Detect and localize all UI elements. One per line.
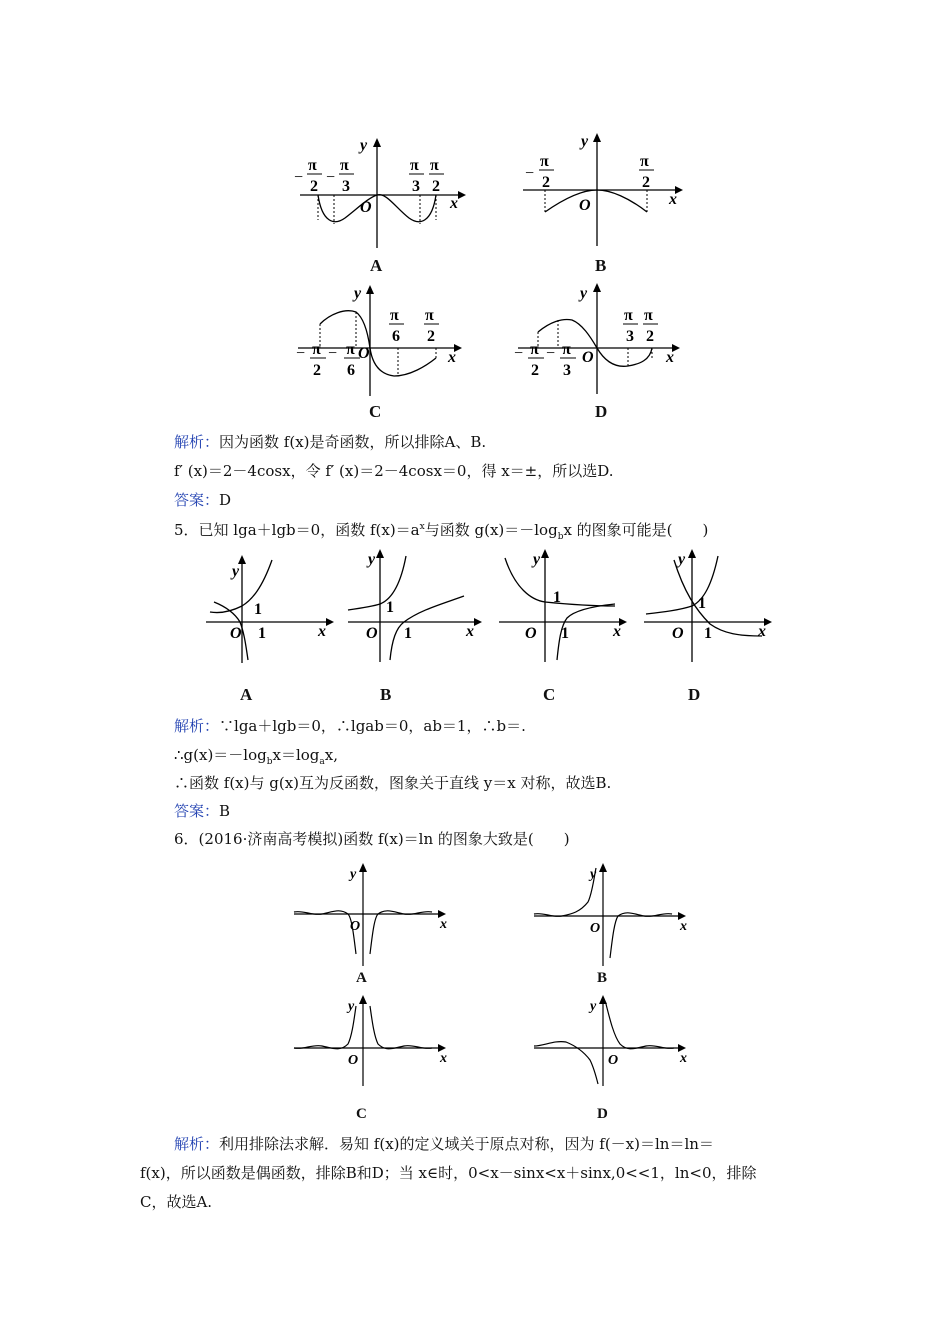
q4b-o: O bbox=[579, 197, 591, 214]
q5a-o: O bbox=[230, 625, 242, 642]
q5-stem-sup: x bbox=[419, 522, 425, 532]
q4d-o: O bbox=[582, 349, 594, 366]
q4-answer-value: D bbox=[219, 491, 232, 509]
q5-analysis-text1: ∵lga＋lgb＝0，∴lgab＝0，ab＝1，∴b＝. bbox=[219, 717, 526, 735]
q5-analysis-2b: x＝log bbox=[272, 746, 320, 764]
q4d-t1: 3 bbox=[626, 328, 634, 345]
q6c-y: y bbox=[348, 999, 355, 1014]
q5b-o: O bbox=[366, 625, 378, 642]
q5-analysis-2a: ∴g(x)＝－log bbox=[174, 746, 267, 764]
q5-analysis-2c: x, bbox=[324, 746, 339, 764]
q4a-t1: π bbox=[308, 157, 317, 174]
q6c-o: O bbox=[348, 1053, 359, 1068]
q4-caption-c: C bbox=[369, 402, 382, 421]
q4-caption-b: B bbox=[595, 256, 607, 275]
q6-caption-b: B bbox=[597, 970, 608, 986]
q4a-t8: π bbox=[430, 157, 439, 174]
q4a-t6: π bbox=[410, 157, 419, 174]
q4d-t4: − bbox=[514, 345, 524, 362]
q6b-o: O bbox=[590, 921, 601, 936]
q4-graph-d bbox=[510, 276, 695, 400]
q5-caption-b: B bbox=[380, 685, 392, 704]
q4a-t2: 2 bbox=[310, 178, 318, 195]
q4c-t0: π bbox=[390, 307, 399, 324]
q5-stem-b: 与函数 g(x)＝－log bbox=[424, 521, 558, 539]
q6c-x: x bbox=[440, 1051, 447, 1066]
q6-analysis-line3: C，故选A. bbox=[140, 1193, 213, 1211]
q4d-t6: 2 bbox=[531, 362, 539, 379]
q4d-t5: π bbox=[530, 341, 539, 358]
q4d-t7: − bbox=[546, 345, 556, 362]
q5b-1x: 1 bbox=[404, 625, 412, 642]
q5-stem-c: x 的图象可能是( ) bbox=[563, 521, 709, 539]
q5d-1y: 1 bbox=[698, 595, 706, 612]
q6d-y: y bbox=[590, 999, 597, 1014]
q4d-x: x bbox=[666, 349, 674, 366]
q5-caption-a: A bbox=[240, 685, 253, 704]
q5a-y: y bbox=[232, 563, 240, 580]
q4b-t1: π bbox=[540, 153, 549, 170]
q5-analysis-line1 bbox=[174, 716, 526, 736]
q6b-x: x bbox=[680, 919, 687, 934]
q5b-1y: 1 bbox=[386, 599, 394, 616]
q6-graph-a bbox=[290, 858, 460, 968]
q6-caption-a: A bbox=[356, 970, 367, 986]
q4-caption-a: A bbox=[370, 256, 383, 275]
q6-graph-d bbox=[530, 990, 700, 1090]
q5d-1x: 1 bbox=[704, 625, 712, 642]
q6-graph-c bbox=[290, 990, 460, 1090]
q4a-t3: − bbox=[326, 169, 336, 186]
q4a-t7: 3 bbox=[412, 178, 420, 195]
q4b-x: x bbox=[669, 191, 677, 208]
q4c-y: y bbox=[354, 285, 362, 302]
q4c-t1: 6 bbox=[392, 328, 400, 345]
q5c-1x: 1 bbox=[561, 625, 569, 642]
q4b-t0: − bbox=[525, 165, 535, 182]
q5-analysis-2-sub: b bbox=[266, 757, 273, 767]
q5-stem-sub: b bbox=[557, 532, 564, 542]
q4a-t5: 3 bbox=[342, 178, 350, 195]
q6-analysis-label: 解析： bbox=[174, 1135, 220, 1153]
q5d-x: x bbox=[758, 623, 766, 640]
q5c-x: x bbox=[613, 623, 621, 640]
q4-analysis-label: 解析： bbox=[174, 433, 220, 451]
q5-answer-value: B bbox=[219, 802, 231, 820]
q4d-y: y bbox=[580, 285, 588, 302]
q5a-x: x bbox=[318, 623, 326, 640]
q5-analysis-2-sub2: a bbox=[319, 757, 325, 767]
q4-analysis-line2: f′ (x)＝2－4cosx，令 f′ (x)＝2－4cosx＝0，得 x＝±，所以选D. bbox=[174, 462, 614, 480]
q6a-x: x bbox=[440, 917, 447, 932]
q4c-t2: π bbox=[425, 307, 434, 324]
q5-analysis-label: 解析： bbox=[174, 717, 220, 735]
q4b-t2: 2 bbox=[542, 174, 550, 191]
q6a-y: y bbox=[350, 867, 357, 882]
q4a-t0: − bbox=[294, 169, 304, 186]
q4d-t3: 2 bbox=[646, 328, 654, 345]
q5a-1y: 1 bbox=[254, 601, 262, 618]
q4-analysis-line1 bbox=[174, 432, 486, 452]
q6d-x: x bbox=[680, 1051, 687, 1066]
q5a-1x: 1 bbox=[258, 625, 266, 642]
q4-graph-c bbox=[290, 278, 480, 400]
q4-graph-a bbox=[290, 130, 480, 255]
q5-answer-label: 答案： bbox=[174, 802, 220, 820]
q5b-x: x bbox=[466, 623, 474, 640]
q5-graph-c bbox=[495, 540, 635, 665]
q5c-y: y bbox=[533, 551, 541, 568]
q4-answer-label: 答案： bbox=[174, 491, 220, 509]
q4b-t4: 2 bbox=[642, 174, 650, 191]
q4c-t5: π bbox=[312, 341, 321, 358]
q4d-t8: π bbox=[562, 341, 571, 358]
q4d-t9: 3 bbox=[563, 362, 571, 379]
q6a-o: O bbox=[350, 919, 361, 934]
q4-analysis-text1: 因为函数 f(x)是奇函数，所以排除A、B. bbox=[219, 433, 487, 451]
q4a-y: y bbox=[360, 137, 368, 154]
q5c-1y: 1 bbox=[553, 589, 561, 606]
q5-caption-d: D bbox=[688, 685, 701, 704]
q6-stem: 6．(2016·济南高考模拟)函数 f(x)＝ln 的图象大致是( ) bbox=[174, 830, 570, 848]
q6b-y: y bbox=[590, 867, 597, 882]
q4b-t3: π bbox=[640, 153, 649, 170]
q4a-t4: π bbox=[340, 157, 349, 174]
q4a-t9: 2 bbox=[432, 178, 440, 195]
q4c-t6: 2 bbox=[313, 362, 321, 379]
q5d-y: y bbox=[678, 551, 686, 568]
q6-analysis-line2: f(x)，所以函数是偶函数，排除B和D；当 x∈时，0<x－sinx<x＋sinx,0<<1，ln<0，排除 bbox=[140, 1164, 757, 1182]
q4c-x: x bbox=[448, 349, 456, 366]
q4c-t7: − bbox=[328, 345, 338, 362]
q6-analysis-text1: 利用排除法求解．易知 f(x)的定义域关于原点对称，因为 f(－x)＝ln＝ln＝ bbox=[219, 1135, 714, 1153]
q4-graph-b bbox=[515, 128, 695, 253]
q4a-x: x bbox=[450, 195, 458, 212]
q5-analysis-line3: ∴函数 f(x)与 g(x)互为反函数，图象关于直线 y＝x 对称，故选B. bbox=[174, 774, 612, 792]
q5b-y: y bbox=[368, 551, 376, 568]
q5-answer-line bbox=[174, 801, 230, 821]
q6-caption-c: C bbox=[356, 1106, 367, 1122]
q4d-t2: π bbox=[644, 307, 653, 324]
q4c-t4: − bbox=[296, 345, 306, 362]
q6-caption-d: D bbox=[597, 1106, 608, 1122]
q4c-t8: π bbox=[346, 341, 355, 358]
q5-graph-b bbox=[342, 540, 487, 665]
q5-caption-c: C bbox=[543, 685, 556, 704]
q4c-o: O bbox=[358, 345, 370, 362]
q4c-t9: 6 bbox=[347, 362, 355, 379]
q5-stem-a: 5．已知 lga＋lgb＝0，函数 f(x)＝a bbox=[174, 521, 420, 539]
q4d-t0: π bbox=[624, 307, 633, 324]
q5-graph-d bbox=[640, 540, 780, 665]
q6-graph-b bbox=[530, 858, 700, 968]
q6-analysis-line1 bbox=[174, 1134, 714, 1154]
q5-analysis-line2 bbox=[174, 745, 338, 772]
q4-caption-d: D bbox=[595, 402, 608, 421]
q4c-t3: 2 bbox=[427, 328, 435, 345]
q5-graph-a bbox=[200, 548, 340, 668]
q4-answer-line bbox=[174, 490, 231, 510]
q4a-o: O bbox=[360, 199, 372, 216]
q6d-o: O bbox=[608, 1053, 619, 1068]
q4b-y: y bbox=[581, 133, 589, 150]
q5c-o: O bbox=[525, 625, 537, 642]
q5d-o: O bbox=[672, 625, 684, 642]
